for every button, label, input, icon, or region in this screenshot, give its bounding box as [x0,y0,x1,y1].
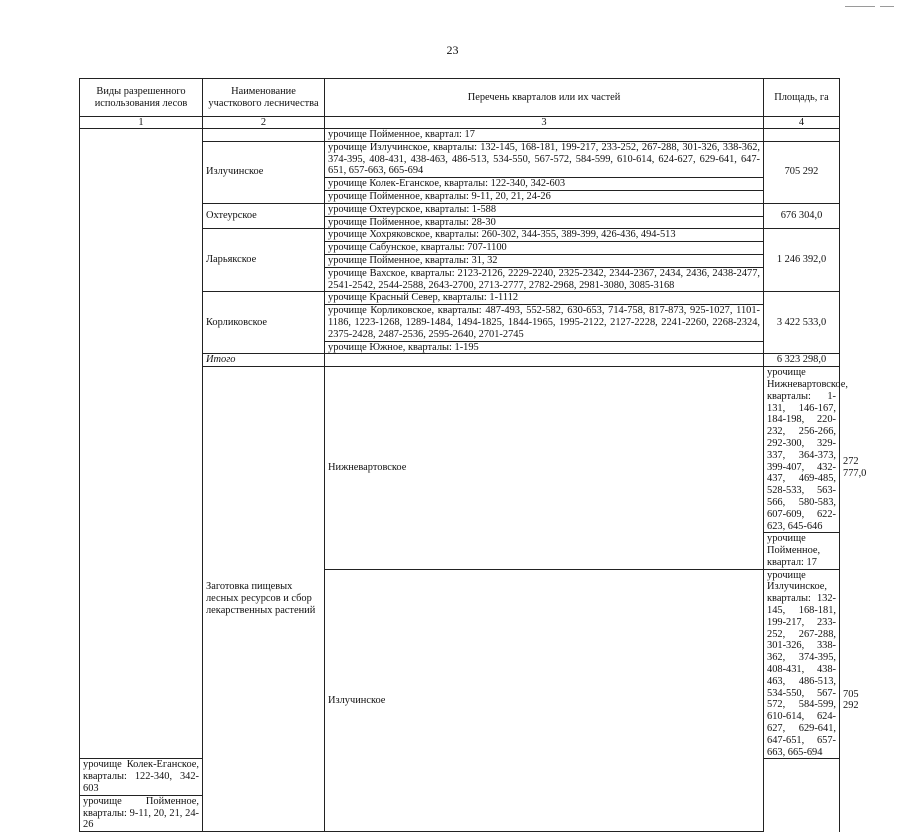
district-cell: Ларьякское [203,229,325,292]
district-cell: Нижневартовское [325,367,764,570]
quarters-cell: урочище Южное, кварталы: 1-195 [325,341,764,354]
area-cell: 3 422 533,0 [764,292,840,354]
quarters-cell: урочище Излучинское, кварталы: 132-145, 168-181, 199-217, 233-252, 267-288, 301-326, 338-362, 374-395, 408-431, 438-463, 486-513, 534-550, 567-572, 584-599, 610-614, 624-627, 629-641, 647-651, 657-663, 665-694 [325,141,764,177]
column-number-row [80,117,840,129]
use-type-cell: Заготовка пищевых лесных ресурсов и сбор лекарственных растений [203,367,325,832]
quarters-cell: урочище Нижневартовское, кварталы: 1-131, 146-167, 184-198, 220-232, 256-266, 292-300, 329-337, 364-373, 399-407, 432-437, 469-485, 528-533, 563-566, 580-583, 607-609, 622-623, 645-646 [764,367,840,533]
forest-use-table [79,78,867,832]
quarters-cell: урочище Охтеурское, кварталы: 1-588 [325,203,764,216]
quarters-cell: урочище Пойменное, кварталы: 9-11, 20, 21, 24-26 [325,190,764,203]
quarters-cell [325,354,764,367]
area-cell [764,129,840,142]
column-number: 4 [764,117,840,129]
district-cell: Охтеурское [203,203,325,229]
district-cell: Корликовское [203,292,325,354]
header-quarters: Перечень кварталов или их частей [325,79,764,117]
table-header-row [80,79,840,117]
quarters-cell: урочище Пойменное, кварталы: 31, 32 [325,254,764,267]
header-area: Площадь, га [764,79,840,117]
total-label: Итого [203,354,325,367]
column-number: 2 [203,117,325,129]
table-row [80,129,840,142]
quarters-cell: урочище Излучинское, кварталы: 132-145, 168-181, 199-217, 233-252, 267-288, 301-326, 338-362, 374-395, 408-431, 438-463, 486-513, 534-550, 567-572, 584-599, 610-614, 624-627, 629-641, 647-651, 657-663, 665-694 [764,569,840,759]
district-cell [203,129,325,142]
quarters-cell: урочище Колек-Еганское, кварталы: 122-340, 342-603 [325,178,764,191]
quarters-cell: урочище Пойменное, кварталы: 28-30 [325,216,764,229]
area-cell: 1 246 392,0 [764,229,840,292]
quarters-cell: урочище Красный Север, кварталы: 1-1112 [325,292,764,305]
district-cell: Излучинское [325,569,764,832]
table-row: Заготовка пищевых лесных ресурсов и сбор лекарственных растений Нижневартовское урочище Нижневартовское, кварталы: 1-131, 146-167, 184-198, 220-232, 256-266, 292-300, 329-337, 364-373, 399-407, 432-437, 469-485, 528-533, 563-566, 580-583, 607-609, 622-623, 645-646 272 777,0 [80,367,840,533]
header-use-type: Виды разрешенного использования лесов [80,79,203,117]
quarters-cell: урочище Хохряковское, кварталы: 260-302, 344-355, 389-399, 426-436, 494-513 [325,229,764,242]
scan-mark [845,6,875,7]
quarters-cell: урочище Пойменное, кварталы: 9-11, 20, 21, 24-26 [80,795,203,831]
total-value: 6 323 298,0 [764,354,840,367]
scan-mark [880,6,894,7]
area-cell: 705 292 [764,141,840,203]
area-cell: 676 304,0 [764,203,840,229]
column-number: 1 [80,117,203,129]
header-district: Наименование участкового лесничества [203,79,325,117]
quarters-cell: урочище Пойменное, квартал: 17 [764,533,840,569]
page-number: 23 [446,43,459,57]
district-cell: Излучинское [203,141,325,203]
table-row: Излучинское урочище Излучинское, кварталы: 132-145, 168-181, 199-217, 233-252, 267-288, 301-326, 338-362, 374-395, 408-431, 438-463, 486-513, 534-550, 567-572, 584-599, 610-614, 624-627, 629-641, 647-651, 657-663, 665-694 705 292 [80,569,840,759]
quarters-cell: урочище Пойменное, квартал: 17 [325,129,764,142]
quarters-cell: урочище Корликовское, кварталы: 487-493, 552-582, 630-653, 714-758, 817-873, 925-1027, 1101-1186, 1223-1268, 1289-1484, 1494-1825, 1844-1965, 1995-2122, 2127-2228, 2241-2260, 2268-2324, 2375-2428, 2487-2536, 2595-2640, 2701-2745 [325,305,764,341]
column-number: 3 [325,117,764,129]
use-type-cell [80,129,203,759]
quarters-cell: урочище Колек-Еганское, кварталы: 122-340, 342-603 [80,759,203,795]
quarters-cell: урочище Сабунское, кварталы: 707-1100 [325,242,764,255]
quarters-cell: урочище Вахское, кварталы: 2123-2126, 2229-2240, 2325-2342, 2344-2367, 2434, 2436, 2438-2477, 2541-2542, 2544-2588, 2643-2700, 2713-2777, 2782-2968, 2981-3080, 3085-3168 [325,267,764,292]
